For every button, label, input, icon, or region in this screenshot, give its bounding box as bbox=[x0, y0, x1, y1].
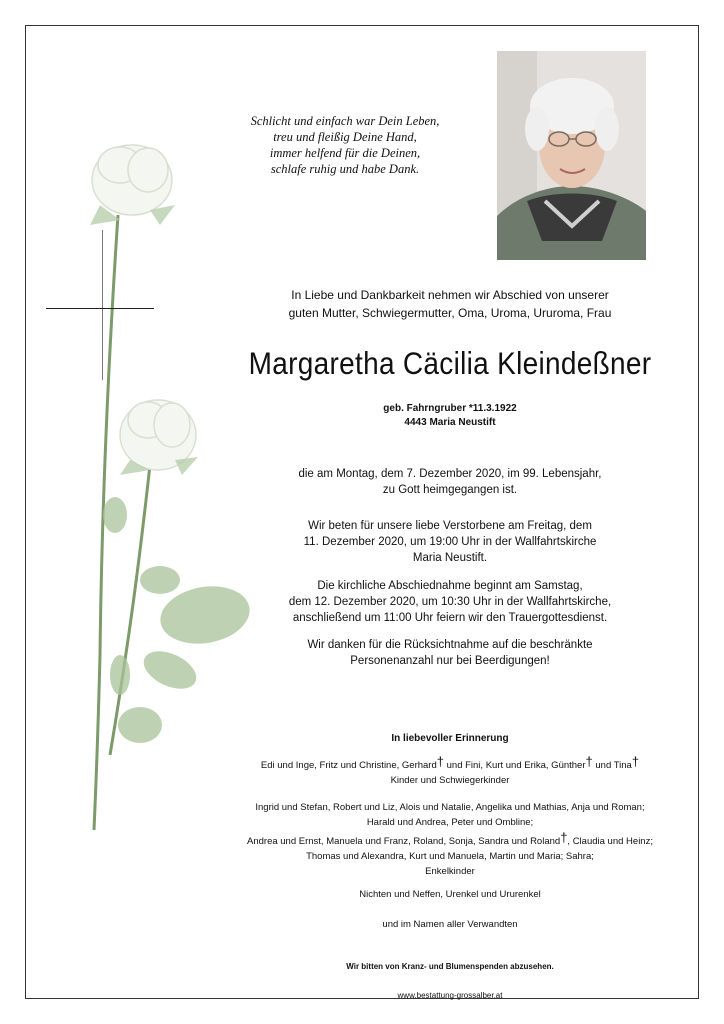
memory-title: In liebevoller Erinnerung bbox=[391, 733, 509, 744]
text-line: die am Montag, dem 7. Dezember 2020, im 99. Lebensjahr, bbox=[298, 468, 602, 480]
poem-line: schlafe ruhig und habe Dank. bbox=[270, 162, 420, 176]
deceased-name: Margaretha Cäcilia Kleindeßner bbox=[248, 346, 652, 381]
cross-horizontal bbox=[46, 308, 154, 309]
dagger-icon: † bbox=[631, 754, 640, 769]
dagger-icon: † bbox=[585, 754, 593, 769]
grandchildren-line: Thomas und Alexandra, Kurt und Manuela, Martin und Maria; Sahra; bbox=[306, 851, 594, 862]
text-line: Personenanzahl nur bei Beerdigungen! bbox=[350, 655, 550, 667]
text-line: Maria Neustift. bbox=[412, 552, 488, 564]
text-line: Wir beten für unsere liebe Verstorbene am Freitag, dem bbox=[308, 520, 592, 532]
children-text-b: und Fini, Kurt und Erika, Günther bbox=[443, 760, 586, 771]
all-relatives-line: und im Namen aller Verwandten bbox=[382, 919, 518, 930]
birth-place: 4443 Maria Neustift bbox=[404, 417, 496, 428]
relatives-line: Nichten und Neffen, Urenkel und Ururenkel bbox=[359, 889, 541, 900]
poem-line: treu und fleißig Deine Hand, bbox=[273, 130, 417, 144]
cross-vertical bbox=[102, 230, 103, 380]
grandchildren-text-b: , Claudia und Heinz; bbox=[567, 836, 653, 847]
intro-line: guten Mutter, Schwiegermutter, Oma, Uroma, Ururoma, Frau bbox=[288, 306, 612, 320]
grandchildren-label: Enkelkinder bbox=[425, 866, 475, 877]
thanks-paragraph bbox=[230, 637, 670, 669]
text-line: Wir danken für die Rücksichtnahme auf die beschränkte bbox=[307, 639, 593, 651]
website-url[interactable]: www.bestattung-grossalber.at bbox=[397, 991, 503, 1000]
dagger-icon: † bbox=[436, 754, 444, 769]
birth-info bbox=[300, 402, 600, 430]
grandchildren-text-a: Andrea und Ernst, Manuela und Franz, Roland, Sonja, Sandra und Roland bbox=[247, 836, 561, 847]
children-text-a: Edi und Inge, Fritz und Christine, Gerhard bbox=[260, 760, 437, 771]
grandchildren-line: Harald und Andrea, Peter und Ombline; bbox=[366, 817, 534, 828]
farewell-paragraph bbox=[230, 578, 670, 626]
text-line: Die kirchliche Abschiednahme beginnt am Samstag, bbox=[317, 580, 583, 592]
death-paragraph bbox=[230, 466, 670, 498]
children-line bbox=[220, 754, 680, 773]
text-line: dem 12. Dezember 2020, um 10:30 Uhr in der Wallfahrtskirche, bbox=[288, 596, 612, 608]
poem-line: Schlicht und einfach war Dein Leben, bbox=[250, 114, 440, 128]
poem-line: immer helfend für die Deinen, bbox=[269, 146, 421, 160]
grandchildren-block bbox=[220, 800, 680, 879]
children-label: Kinder und Schwiegerkinder bbox=[390, 775, 510, 786]
intro-line: In Liebe und Dankbarkeit nehmen wir Abschied von unserer bbox=[291, 288, 609, 302]
birth-name-date: geb. Fahrngruber *11.3.1922 bbox=[383, 403, 517, 414]
white-rose-illustration bbox=[40, 135, 260, 835]
text-line: anschließend um 11:00 Uhr feiern wir den Trauergottesdienst. bbox=[292, 612, 608, 624]
text-line: zu Gott heimgegangen ist. bbox=[382, 484, 518, 496]
flower-donation-note: Wir bitten von Kranz- und Blumenspenden abzusehen. bbox=[346, 962, 554, 971]
grandchildren-line bbox=[220, 830, 680, 849]
text-line: 11. Dezember 2020, um 19:00 Uhr in der Wallfahrtskirche bbox=[303, 536, 597, 548]
dagger-icon: † bbox=[560, 830, 568, 845]
prayer-paragraph bbox=[230, 518, 670, 566]
poem bbox=[230, 113, 460, 177]
intro-text bbox=[230, 286, 670, 322]
grandchildren-line: Ingrid und Stefan, Robert und Liz, Alois und Natalie, Angelika und Mathias, Anja und Roman; bbox=[255, 802, 645, 813]
children-block bbox=[220, 754, 680, 788]
portrait-photo bbox=[497, 51, 646, 260]
children-text-c: und Tina bbox=[592, 760, 632, 771]
